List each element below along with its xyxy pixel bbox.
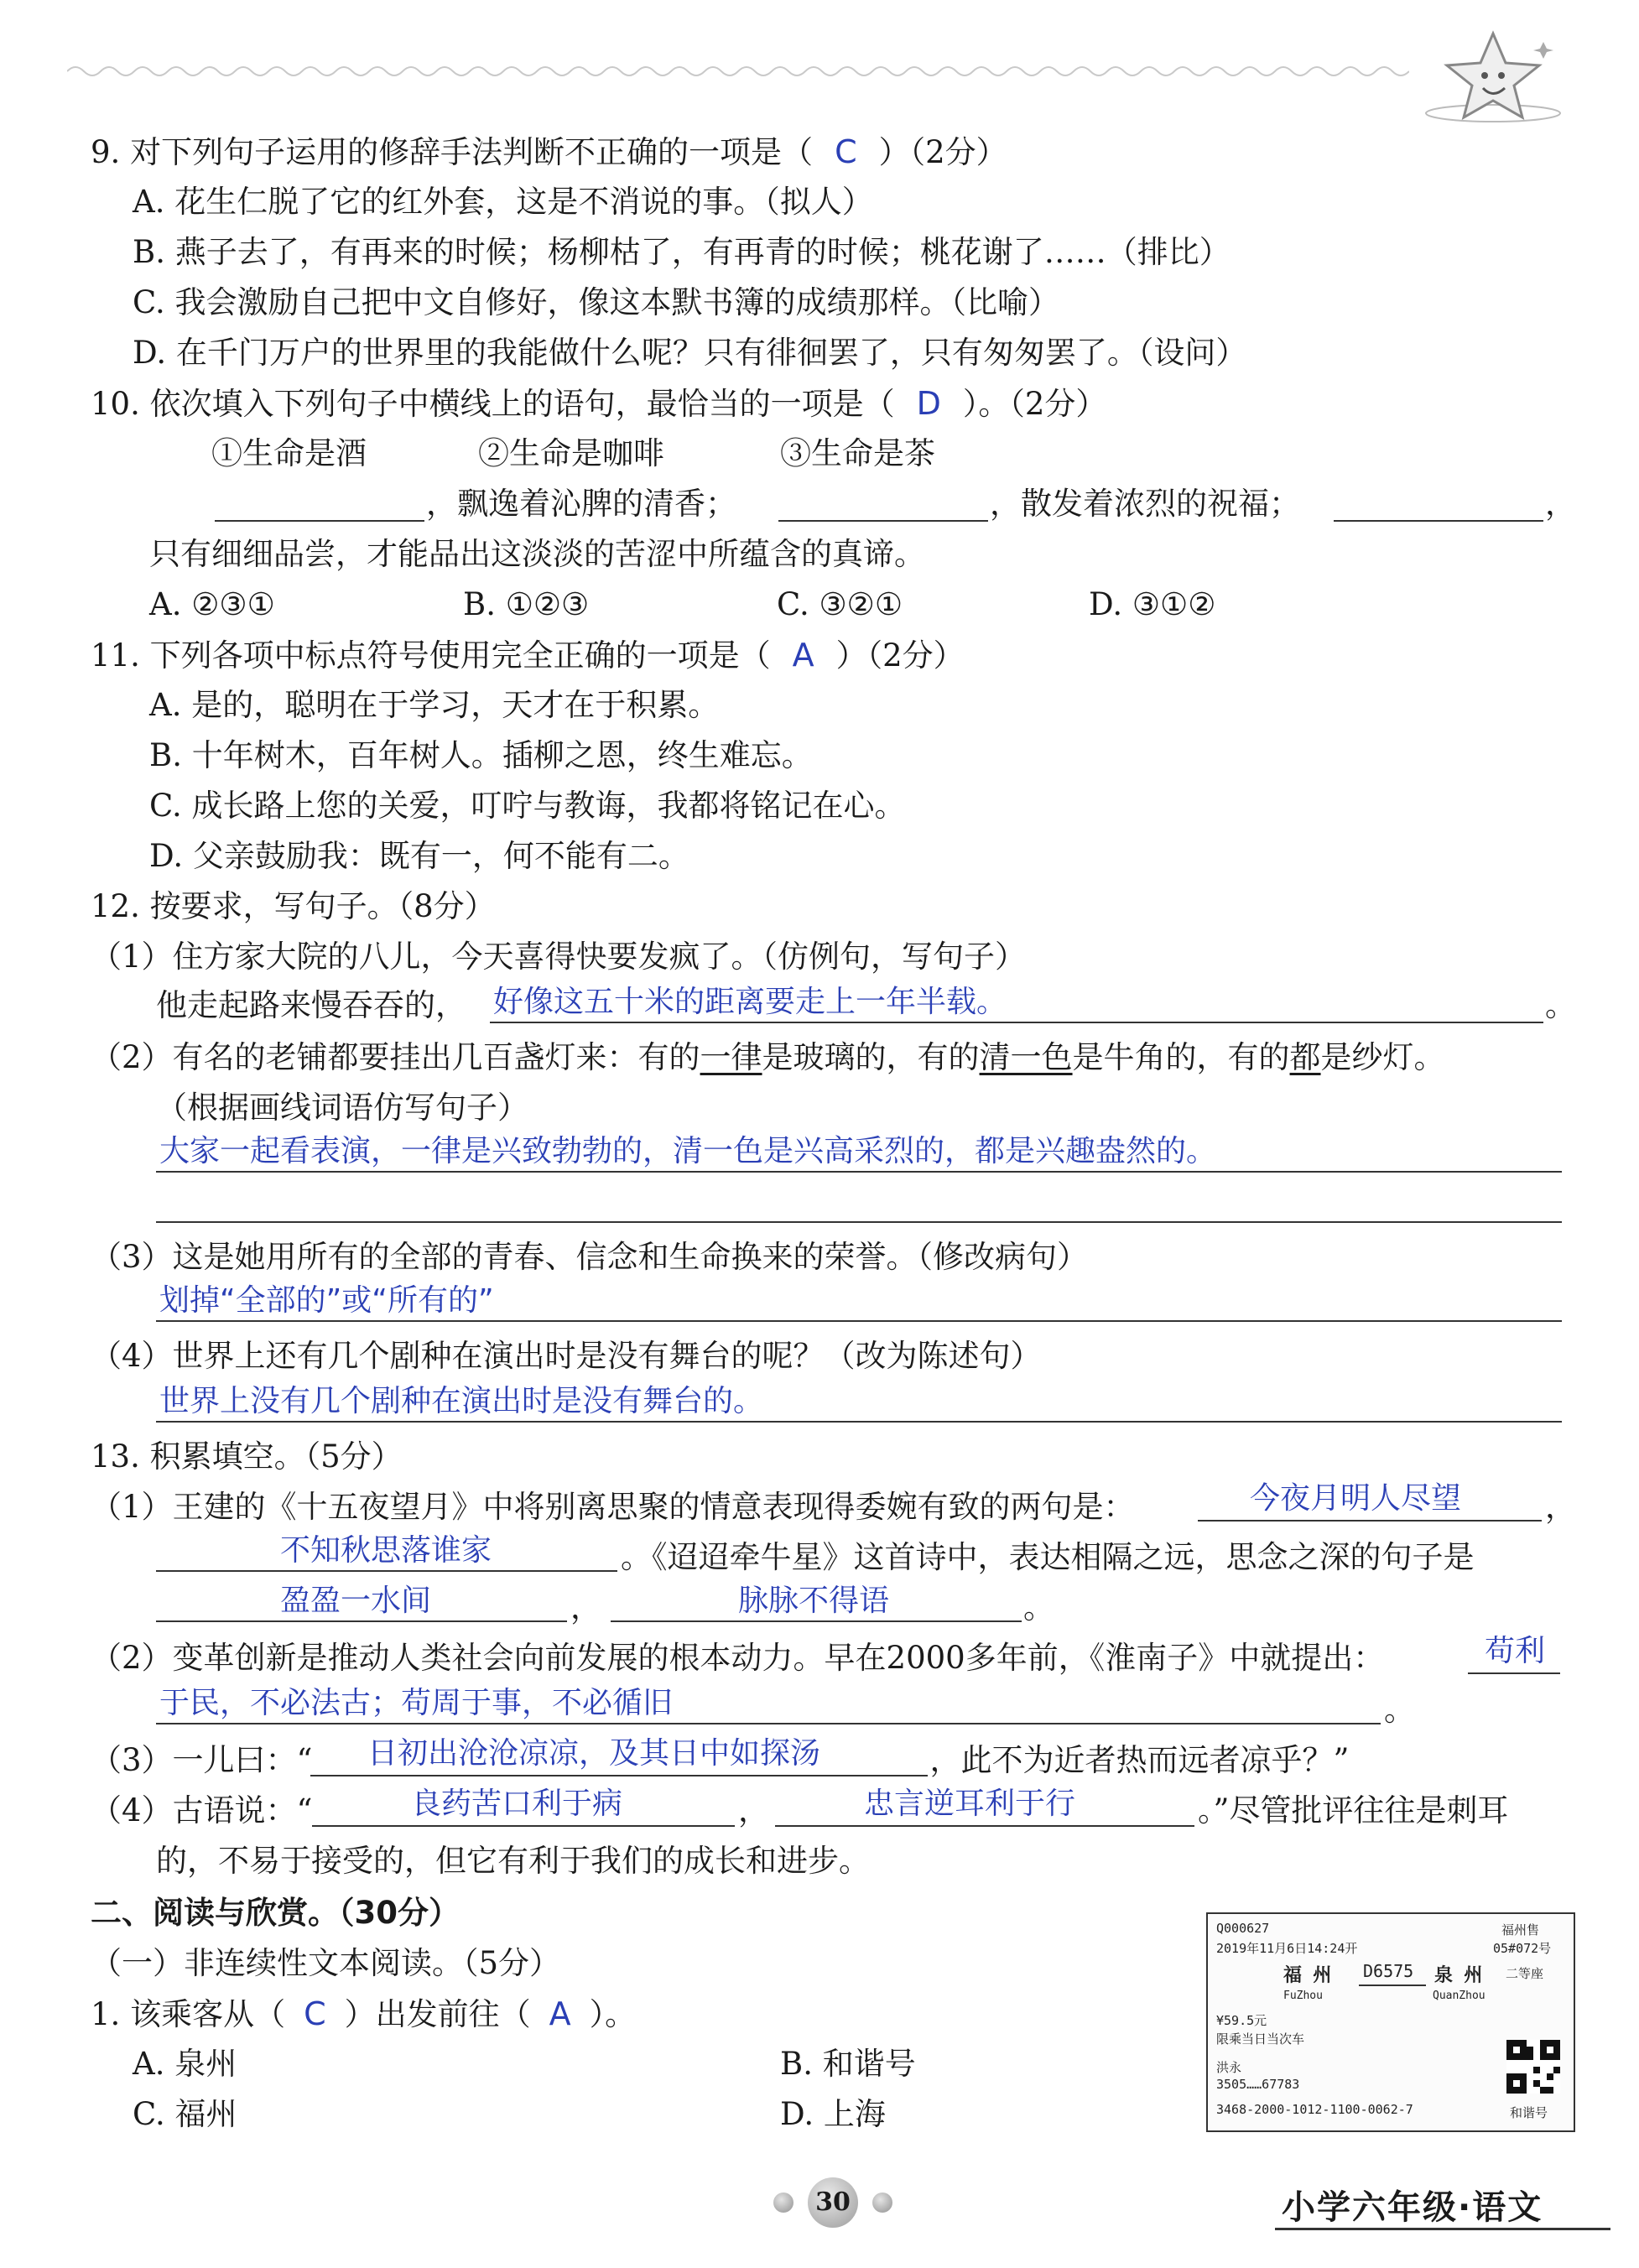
q13-part3: （3）一儿曰：“ ，此不为近者热而远者凉乎？” xyxy=(91,1742,1350,1778)
ticket-from: 福 州 xyxy=(1283,1965,1332,1986)
page-number: 30 xyxy=(808,2177,858,2228)
q10-blank-3 xyxy=(1334,520,1543,522)
q10-line2: 只有细细品尝，才能品出这淡淡的苦涩中所蕴含的真谛。 xyxy=(149,536,925,572)
q10-seg2: ，散发着浓烈的祝福； xyxy=(990,486,1300,522)
q13-part1-mid: 。《迢迢牵牛星》这首诗中，表达相隔之远，思念之深的句子是 xyxy=(621,1539,1475,1575)
q11-answer: A xyxy=(792,637,814,674)
q10-stem: 10. 依次填入下列句子中横线上的语句，最恰当的一项是（ D ）。（2分） xyxy=(91,385,1107,422)
section2-q1-option-a: A. 泉州 xyxy=(133,2046,237,2082)
ticket-to-pinyin: QuanZhou xyxy=(1433,1990,1486,2002)
q12-part2-line-1 xyxy=(156,1171,1562,1173)
header-wave-decoration xyxy=(67,63,1409,80)
q13-part1-line-3 xyxy=(156,1620,567,1622)
q12-part2-answer: 大家一起看表演，一律是兴致勃勃的，清一色是兴高采烈的，都是兴趣盎然的。 xyxy=(159,1134,1217,1168)
q12-part3-answer: 划掉“全部的”或“所有的” xyxy=(159,1283,494,1318)
ticket-serial: 3468-2000-1012-1100-0062-7 xyxy=(1216,2102,1413,2117)
footer-dot-right xyxy=(872,2193,892,2213)
q13-part1-line-4 xyxy=(611,1620,1022,1622)
footer-dot-left xyxy=(773,2193,793,2213)
footer-underline xyxy=(1275,2228,1610,2230)
q13-part3-answer: 日初出沧沧凉凉，及其日中如探汤 xyxy=(367,1736,821,1771)
q13-part1: （1）王建的《十五夜望月》中将别离思聚的情意表现得委婉有致的两句是： xyxy=(91,1489,1135,1525)
q13-part1-answer-3: 盈盈一水间 xyxy=(280,1584,432,1618)
q12-part1-end: 。 xyxy=(1545,987,1576,1023)
ticket-arrow-line xyxy=(1359,1984,1426,1986)
ticket-note: 限乘当日当次车 xyxy=(1216,2031,1305,2047)
ticket-window: 05#072号 xyxy=(1493,1941,1552,1956)
q13-part4-line-1 xyxy=(312,1825,735,1827)
q10-opt1: ①生命是酒 xyxy=(211,435,367,471)
q12-part1-answer: 好像这五十米的距离要走上一年半载。 xyxy=(493,985,1007,1019)
q10-answer: D xyxy=(916,385,941,422)
q12-part2: （2）有名的老铺都要挂出几百盏灯来：有的一律是玻璃的，有的清一色是牛角的，有的都是纱灯。 xyxy=(91,1039,1445,1075)
q13-part4-answer-2: 忠言逆耳利于行 xyxy=(864,1787,1076,1821)
q13-part4-answer-1: 良药苦口利于病 xyxy=(411,1787,623,1821)
q9-option-c: C. 我会激励自己把中文自修好，像这本默书簿的成绩那样。（比喻） xyxy=(133,284,1060,320)
q11-option-a: A. 是的，聪明在于学习，天才在于积累。 xyxy=(149,687,720,723)
q13-part1-line-2 xyxy=(156,1570,617,1572)
q13-part2-answer-b: 于民，不必法古；苟周于事，不必循旧 xyxy=(159,1686,674,1720)
q13-part4: （4）古语说：“ xyxy=(91,1792,313,1828)
train-ticket xyxy=(1206,1912,1575,2132)
q12-stem: 12. 按要求，写句子。（8分） xyxy=(91,888,496,924)
footer-title: 小学六年级·语文 xyxy=(1282,2188,1543,2227)
q12-part3-line xyxy=(156,1320,1562,1322)
ticket-price: ¥59.5元 xyxy=(1216,2013,1267,2028)
q13-part3-line xyxy=(310,1775,928,1776)
q13-part1-answer-1: 今夜月明人尽望 xyxy=(1250,1481,1462,1516)
ticket-code: Q000627 xyxy=(1216,1921,1270,1936)
q10-blank-1 xyxy=(215,520,424,522)
q11-option-c: C. 成长路上您的关爱，叮咛与教诲，我都将铭记在心。 xyxy=(149,788,906,824)
ticket-train-type: 和谐号 xyxy=(1510,2105,1548,2120)
q13-part1-answer-4: 脉脉不得语 xyxy=(738,1584,890,1618)
ticket-to: 泉 州 xyxy=(1434,1965,1483,1986)
q13-part2-end: 。 xyxy=(1384,1692,1415,1728)
q10-blank-2 xyxy=(778,520,988,522)
q9-answer: C xyxy=(835,133,857,170)
ticket-class: 二等座 xyxy=(1506,1966,1544,1981)
q11-stem: 11. 下列各项中标点符号使用完全正确的一项是（ A ）（2分） xyxy=(91,637,965,674)
section2-q1: 1. 该乘客从（ C ）出发前往（ A ）。 xyxy=(91,1995,637,2032)
q13-part1-sep: ， xyxy=(570,1589,601,1626)
q10-option-d: D. ③①② xyxy=(1089,586,1216,622)
q13-stem: 13. 积累填空。（5分） xyxy=(91,1438,403,1475)
q12-part4: （4）世界上还有几个剧种在演出时是没有舞台的呢？（改为陈述句） xyxy=(91,1338,1042,1374)
section2-title: 二、阅读与欣赏。（30分） xyxy=(91,1895,460,1931)
q12-part2-note: （根据画线词语仿写句子） xyxy=(156,1090,528,1126)
q12-part1-line xyxy=(490,1022,1543,1023)
q13-part1-comma: ， xyxy=(1545,1489,1576,1525)
section2-q1-option-b: B. 和谐号 xyxy=(780,2046,916,2082)
q13-part2-line-b xyxy=(156,1723,1381,1724)
q13-part2-answer-a: 苟利 xyxy=(1485,1634,1546,1668)
q13-part2: （2）变革创新是推动人类社会向前发展的根本动力。早在2000多年前，《淮南子》中就提出： xyxy=(91,1640,1385,1676)
q12-part1-lead: 他走起路来慢吞吞的， xyxy=(156,987,466,1023)
q12-part4-answer: 世界上没有几个剧种在演出时是没有舞台的。 xyxy=(159,1384,764,1418)
q9-option-b: B. 燕子去了，有再来的时候；杨柳枯了，有再青的时候；桃花谢了……（排比） xyxy=(133,234,1231,270)
q13-part1-end: 。 xyxy=(1023,1589,1054,1626)
q12-part1: （1）住方家大院的八儿，今天喜得快要发疯了。（仿例句，写句子） xyxy=(91,939,1027,975)
q10-option-a: A. ②③① xyxy=(149,586,275,622)
q11-option-d: D. 父亲鼓励我：既有一，何不能有二。 xyxy=(149,838,689,874)
q9-option-a: A. 花生仁脱了它的红外套，这是不消说的事。（拟人） xyxy=(133,184,873,220)
q10-seg3: ， xyxy=(1545,486,1576,522)
q9-option-d: D. 在千门万户的世界里的我能做什么呢？只有徘徊罢了，只有匆匆罢了。（设问） xyxy=(133,335,1247,371)
q9-stem: 9. 对下列句子运用的修辞手法判断不正确的一项是（ C ）（2分） xyxy=(91,133,1007,170)
section2-q1-option-c: C. 福州 xyxy=(133,2096,237,2132)
q11-option-b: B. 十年树木，百年树人。插柳之恩，终生难忘。 xyxy=(149,737,813,773)
ticket-train: D6575 xyxy=(1363,1961,1414,1981)
q12-part2-line-2 xyxy=(156,1221,1562,1223)
q10-option-b: B. ①②③ xyxy=(463,586,590,622)
q10-seg1: ，飘逸着沁脾的清香； xyxy=(426,486,736,522)
q12-part3: （3）这是她用所有的全部的青春、信念和生命换来的荣誉。（修改病句） xyxy=(91,1239,1089,1275)
q10-option-c: C. ③②① xyxy=(777,586,903,622)
q10-opt3: ③生命是茶 xyxy=(780,435,935,471)
q13-part4-b: 。”尽管批评往往是刺耳 xyxy=(1198,1792,1509,1828)
q13-part2-line-a xyxy=(1468,1672,1560,1674)
ticket-passenger-id: 3505……67783 xyxy=(1216,2077,1300,2092)
q13-part1-answer-2: 不知秋思落谁家 xyxy=(280,1533,492,1568)
q13-part1-line-1 xyxy=(1198,1520,1542,1522)
q10-opt2: ②生命是咖啡 xyxy=(478,435,664,471)
section2-q1-option-d: D. 上海 xyxy=(780,2096,886,2132)
ticket-datetime: 2019年11月6日14:24开 xyxy=(1216,1941,1358,1956)
ticket-from-pinyin: FuZhou xyxy=(1283,1990,1323,2002)
section2-subtitle: （一）非连续性文本阅读。（5分） xyxy=(91,1945,561,1981)
q12-part4-line xyxy=(156,1421,1562,1423)
ticket-passenger-name: 洪永 xyxy=(1216,2060,1242,2075)
ticket-qr-code-icon xyxy=(1506,2040,1560,2094)
q13-part4-c: 的，不易于接受的，但它有利于我们的成长和进步。 xyxy=(156,1843,870,1879)
star-mascot-icon xyxy=(1418,25,1569,126)
q13-part4-sep: ， xyxy=(738,1792,769,1828)
q13-part4-line-2 xyxy=(775,1825,1194,1827)
ticket-issuer: 福州售 xyxy=(1501,1922,1540,1938)
